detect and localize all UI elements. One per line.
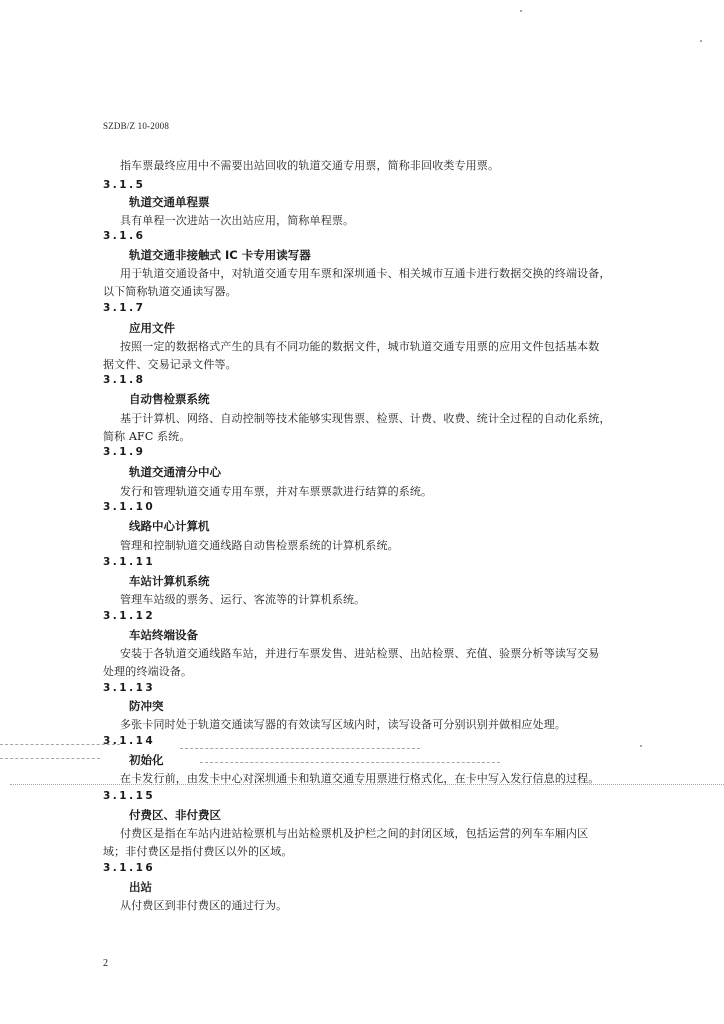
clause-term: 防冲突 [129, 699, 164, 713]
clause-number: 3.1.9 [103, 446, 146, 458]
clause-number: 3.1.14 [103, 735, 156, 747]
clause-term: 初始化 [129, 753, 164, 767]
clause-term: 自动售检票系统 [129, 392, 210, 406]
clause-text: 按照一定的数据格式产生的具有不同功能的数据文件，城市轨道交通专用票的应用文件包括基本数 [120, 340, 600, 353]
scan-artifact [0, 744, 120, 746]
clause-text: 用于轨道交通设备中，对轨道交通专用车票和深圳通卡、相关城市互通卡进行数据交换的终端设备， [120, 267, 611, 280]
scan-artifact [10, 784, 724, 786]
scan-artifact [0, 758, 100, 760]
clause-text: 处理的终端设备。 [103, 665, 193, 678]
intro-line: 指车票最终应用中不需要出站回收的轨道交通专用票，简称非回收类专用票。 [120, 159, 500, 172]
clause-term: 出站 [129, 880, 152, 894]
clause-term: 轨道交通非接触式 IC 卡专用读写器 [129, 248, 311, 262]
clause-text: 管理车站级的票务、运行、客流等的计算机系统。 [120, 593, 366, 606]
page-number: 2 [103, 958, 108, 969]
clause-number: 3.1.11 [103, 556, 156, 568]
clause-text: 简称 AFC 系统。 [103, 430, 191, 443]
clause-text: 基于计算机、网络、自动控制等技术能够实现售票、检票、计费、收费、统计全过程的自动化系统， [120, 412, 611, 425]
clause-term: 车站终端设备 [129, 628, 198, 642]
clause-text: 安装于各轨道交通线路车站，并进行车票发售、进站检票、出站检票、充值、验票分析等读写交易 [120, 647, 600, 660]
clause-number: 3.1.12 [103, 610, 156, 622]
clause-text: 以下简称轨道交通读写器。 [103, 285, 237, 298]
clause-number: 3.1.8 [103, 374, 146, 386]
scan-speck [640, 745, 642, 747]
scan-speck [700, 40, 702, 42]
clause-text: 据文件、交易记录文件等。 [103, 358, 237, 371]
clause-term: 应用文件 [129, 321, 175, 335]
clause-text: 多张卡同时处于轨道交通读写器的有效读写区域内时，读写设备可分别识别并做相应处理。 [120, 718, 566, 731]
clause-number: 3.1.13 [103, 682, 156, 694]
standard-code: SZDB/Z 10-2008 [103, 121, 170, 131]
clause-term: 付费区、非付费区 [129, 808, 221, 822]
clause-text: 域；非付费区是指付费区以外的区域。 [103, 845, 293, 858]
clause-text: 发行和管理轨道交通专用车票，并对车票票款进行结算的系统。 [120, 485, 433, 498]
scan-artifact [200, 762, 500, 764]
scan-speck [520, 10, 522, 12]
clause-term: 轨道交通单程票 [129, 195, 210, 209]
clause-number: 3.1.7 [103, 302, 146, 314]
clause-term: 线路中心计算机 [129, 519, 210, 533]
clause-term: 车站计算机系统 [129, 574, 210, 588]
clause-text: 管理和控制轨道交通线路自动售检票系统的计算机系统。 [120, 539, 399, 552]
clause-number: 3.1.5 [103, 179, 146, 191]
clause-text: 付费区是指在车站内进站检票机与出站检票机及护栏之间的封闭区域，包括运营的列车车厢内区 [120, 827, 589, 840]
clause-number: 3.1.10 [103, 501, 156, 513]
clause-number: 3.1.16 [103, 862, 156, 874]
clause-term: 轨道交通清分中心 [129, 465, 221, 479]
scan-artifact [180, 748, 420, 750]
clause-number: 3.1.15 [103, 790, 156, 802]
clause-text: 具有单程一次进站一次出站应用，简称单程票。 [120, 214, 355, 227]
clause-number: 3.1.6 [103, 230, 146, 242]
clause-text: 从付费区到非付费区的通过行为。 [120, 899, 288, 912]
clause-text: 在卡发行前，由发卡中心对深圳通卡和轨道交通专用票进行格式化，在卡中写入发行信息的过程。 [120, 772, 600, 785]
